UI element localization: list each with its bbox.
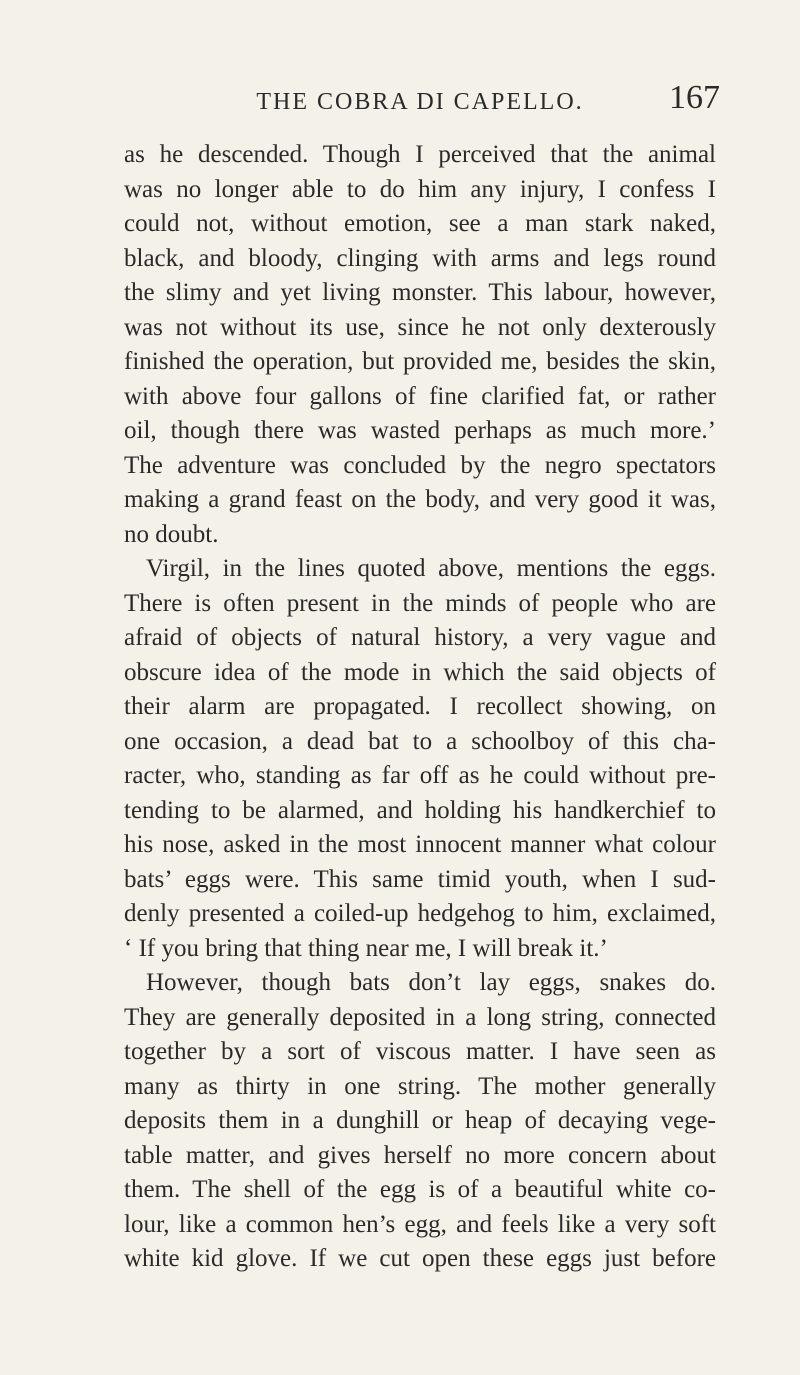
text-line: However, though bats don’t lay eggs, snakes do. xyxy=(146,969,716,996)
text-line: tending to be alarmed, and holding his handkerchief to xyxy=(124,796,716,824)
text-line: Virgil, in the lines quoted above, mentions the eggs. xyxy=(146,555,716,582)
text-line: as he descended. Though I perceived that the animal xyxy=(124,141,716,168)
text-line: denly presented a coiled-up hedgehog to him, exclaimed, xyxy=(124,900,716,927)
text-line: no doubt. xyxy=(124,520,219,548)
text-line: together by a sort of viscous matter. I have seen as xyxy=(124,1038,716,1065)
text-line: white kid glove. If we cut open these eggs just before xyxy=(124,1245,716,1272)
text-line: the slimy and yet living monster. This labour, however, xyxy=(124,279,716,306)
text-line: oil, though there was wasted perhaps as much more.’ xyxy=(124,417,716,444)
text-line: was not without its use, since he not only dexterously xyxy=(124,313,716,341)
text-line: racter, who, standing as far off as he could without pre- xyxy=(124,762,716,789)
text-line: making a grand feast on the body, and very good it was, xyxy=(124,486,716,513)
text-line: deposits them in a dunghill or heap of decaying vege- xyxy=(124,1107,716,1134)
text-line: was no longer able to do him any injury, I confess I xyxy=(124,175,716,203)
text-line: bats’ eggs were. This same timid youth, when I sud- xyxy=(124,865,716,893)
text-line: table matter, and gives herself no more concern about xyxy=(124,1141,716,1169)
text-line: afraid of objects of natural history, a very vague and xyxy=(124,624,716,651)
text-line: his nose, asked in the most innocent manner what colour xyxy=(124,831,716,858)
text-line: finished the operation, but provided me, besides the skin, xyxy=(124,348,716,375)
text-line: There is often present in the minds of people who are xyxy=(124,589,716,617)
text-line: many as thirty in one string. The mother generally xyxy=(124,1072,716,1100)
text-line: black, and bloody, clinging with arms and legs round xyxy=(124,244,716,272)
page-number: 167 xyxy=(669,79,720,116)
text-line: ‘ If you bring that thing near me, I will break it.’ xyxy=(124,934,608,962)
text-line: They are generally deposited in a long string, connected xyxy=(124,1003,716,1031)
running-title: THE COBRA DI CAPELLO. xyxy=(256,89,584,115)
text-line: lour, like a common hen’s egg, and feels like a very soft xyxy=(124,1210,716,1238)
running-head xyxy=(120,79,720,125)
text-line: their alarm are propagated. I recollect showing, on xyxy=(124,693,716,720)
text-line: them. The shell of the egg is of a beautiful white co- xyxy=(124,1176,716,1203)
text-line: one occasion, a dead bat to a schoolboy of this cha- xyxy=(124,727,716,755)
text-line: obscure idea of the mode in which the said objects of xyxy=(124,658,716,686)
body-text xyxy=(124,138,716,1277)
text-line: with above four gallons of fine clarified fat, or rather xyxy=(124,382,716,410)
text-line: could not, without emotion, see a man stark naked, xyxy=(124,210,716,237)
text-line: The adventure was concluded by the negro spectators xyxy=(124,451,716,479)
